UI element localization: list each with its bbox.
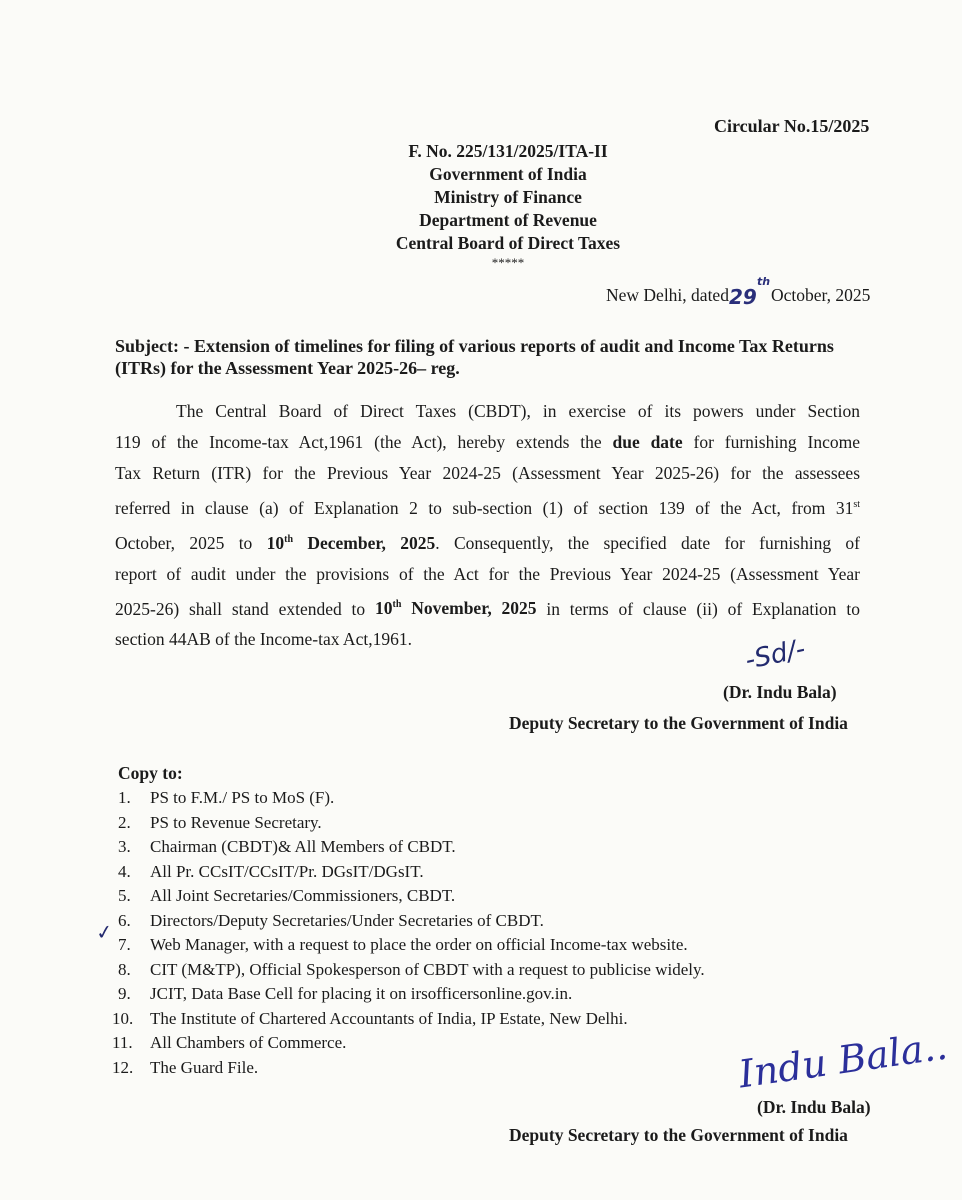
handwritten-signature: Indu Bala.. xyxy=(735,1023,950,1097)
list-item: 5. All Joint Secretaries/Commissioners, CBDT. xyxy=(118,886,456,905)
letterhead xyxy=(0,140,962,271)
body-line-6: report of audit under the provisions of the Act for the Previous Year 2024-25 (Assessment Year xyxy=(115,563,860,584)
body-line-3: Tax Return (ITR) for the Previous Year 2024-25 (Assessment Year 2025-26) for the assessees xyxy=(115,463,860,483)
signatory-title-2: Deputy Secretary to the Government of India xyxy=(509,1125,848,1145)
list-item: 2. PS to Revenue Secretary. xyxy=(118,812,322,832)
list-item: 1. PS to F.M./ PS to MoS (F). xyxy=(118,788,335,807)
file-number: F. No. 225/131/2025/ITA-II xyxy=(408,141,608,161)
subject-line: Subject: - Extension of timelines for filing of various reports of audit and Income Tax Returns (ITRs) for the Assessment Year 2025-26– reg. xyxy=(115,336,834,378)
body-line-4: referred in clause (a) of Explanation 2 to sub-section (1) of section 139 of the Act, from 31st xyxy=(115,497,860,518)
date-prefix: New Delhi, dated xyxy=(606,285,729,305)
body-line-2: 119 of the Income-tax Act,1961 (the Act), hereby extends the due date for furnishing Income xyxy=(115,432,861,452)
list-item: 10. The Institute of Chartered Accountants of India, IP Estate, New Delhi. xyxy=(112,1008,628,1028)
list-item: 12. The Guard File. xyxy=(112,1057,259,1077)
list-item: 6. Directors/Deputy Secretaries/Under Secretaries of CBDT. xyxy=(118,910,544,930)
body-paragraph xyxy=(115,396,860,655)
body-line-8: section 44AB of the Income-tax Act,1961. xyxy=(115,629,412,650)
date-line xyxy=(606,275,871,309)
government-name: Government of India xyxy=(429,164,587,184)
handwritten-day: 29 th xyxy=(728,275,771,309)
copy-to-list xyxy=(112,786,705,1080)
body-line-5: October, 2025 to 10th December, 2025. Consequently, the specified date for furnishing of xyxy=(115,532,861,553)
date-suffix: October, 2025 xyxy=(770,285,871,305)
ministry-name: Ministry of Finance xyxy=(434,187,582,207)
list-item: 8. CIT (M&TP), Official Spokesperson of CBDT with a request to publicise widely. xyxy=(118,959,705,979)
day-suffix: th xyxy=(756,275,771,288)
sd-handwritten-mark: -Sd/- xyxy=(742,634,808,676)
separator-stars: ***** xyxy=(491,255,525,270)
tick-mark-icon: ✓ xyxy=(94,918,115,946)
signatory-name-2: (Dr. Indu Bala) xyxy=(757,1097,871,1117)
signatory-name-1: (Dr. Indu Bala) xyxy=(723,682,837,702)
circular-number: Circular No.15/2025 xyxy=(714,116,870,136)
list-item: 9. JCIT, Data Base Cell for placing it on irsofficersonline.gov.in. xyxy=(118,984,573,1003)
department-name: Department of Revenue xyxy=(419,210,597,230)
signatory-title-1: Deputy Secretary to the Government of India xyxy=(509,713,848,733)
board-name: Central Board of Direct Taxes xyxy=(395,233,621,253)
list-item: 4. All Pr. CCsIT/CCsIT/Pr. DGsIT/DGsIT. xyxy=(118,861,424,881)
list-item: 3. Chairman (CBDT)& All Members of CBDT. xyxy=(118,837,456,856)
list-item: 7. Web Manager, with a request to place the order on official Income-tax website. xyxy=(118,935,688,954)
body-line-1: The Central Board of Direct Taxes (CBDT), in exercise of its powers under Section xyxy=(176,401,860,421)
list-item: 11. All Chambers of Commerce. xyxy=(112,1033,347,1052)
body-line-7: 2025-26) shall stand extended to 10th November, 2025 in terms of clause (ii) of Explanation to xyxy=(115,598,860,619)
copy-to-label: Copy to: xyxy=(118,763,183,783)
